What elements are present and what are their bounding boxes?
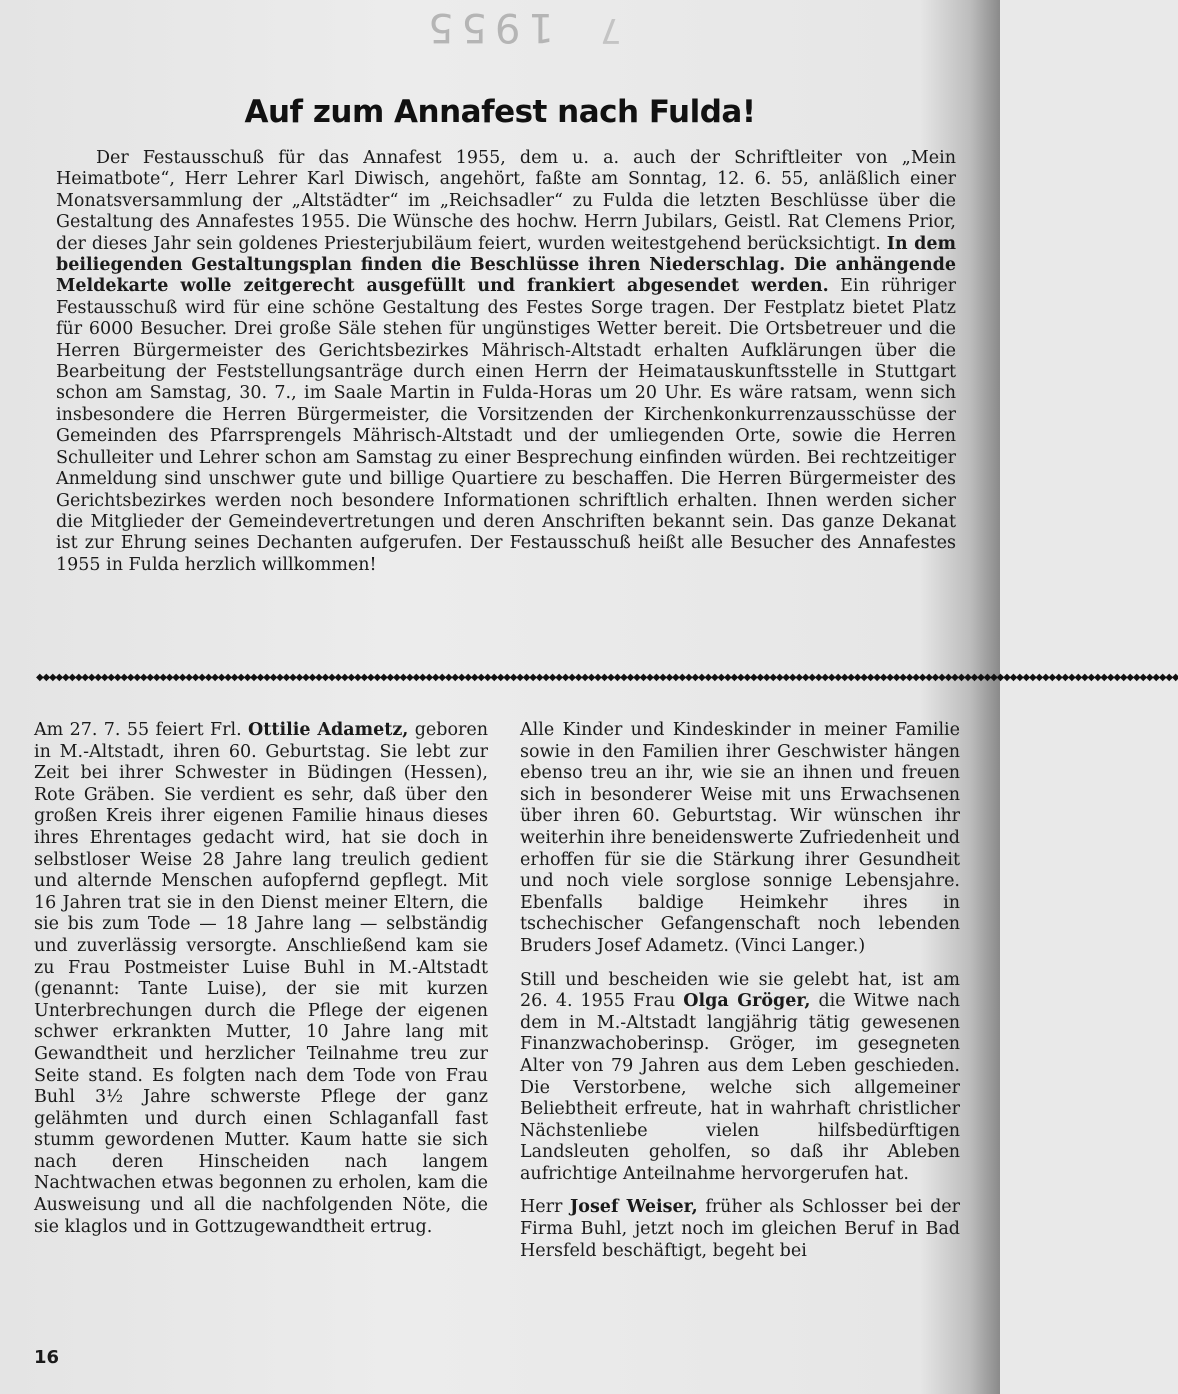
article-title: Auf zum Annafest nach Fulda!: [244, 94, 756, 130]
birthday-text-1: Am 27. 7. 55 feiert Frl.: [34, 720, 249, 740]
obituary-notice: [520, 970, 960, 1186]
stamp-mark: 7: [600, 10, 622, 50]
right-column: [520, 720, 960, 1262]
diamond-divider: ◆◆◆◆◆◆◆◆◆◆◆◆◆◆◆◆◆◆◆◆◆◆◆◆◆◆◆◆◆◆◆◆◆◆◆◆◆◆◆◆◆◆◆◆◆◆◆◆◆◆◆◆◆◆◆◆◆◆◆◆◆◆◆◆◆◆◆◆◆◆◆◆◆◆◆◆◆◆◆◆◆◆◆◆◆◆◆◆◆◆◆◆◆◆◆◆◆◆◆◆◆◆◆◆◆◆◆◆◆◆◆◆◆◆◆◆◆◆◆◆◆◆◆◆◆◆◆◆◆◆◆◆◆◆◆◆◆◆◆◆◆◆◆◆◆◆◆◆◆◆◆◆◆◆◆◆◆◆◆◆◆◆◆◆◆◆◆◆◆◆◆◆◆◆◆◆: [36, 672, 1178, 683]
birthday-text-2: geboren in M.-Altstadt, ihren 60. Geburtstag. Sie lebt zur Zeit bei ihrer Schwester in Büdingen (Hessen), Rote Gräben. Sie verdient es sehr, daß über den großen Kreis ihrer eigenen Familie hinaus dieses ihres Ehrentages gedacht wird, hat sie doch in selbstloser Weise 28 Jahre lang treulich gedient und alternde Menschen aufopfernd gepflegt. Mit 16 Jahren trat sie in den Dienst meiner Eltern, die sie bis zum Tode — 18 Jahre lang — selbständig und zuverlässig versorgte. Anschließend kam sie zu Frau Postmeister Luise Buhl in M.-Altstadt (genannt: Tante Luise), der sie mit kurzen Unterbrechungen durch die Pflege der eigenen schwer erkrankten Mutter, 10 Jahre lang mit Gewandtheit und herzlicher Teilnahme treu zur Seite stand. Es folgten nach dem Tode von Frau Buhl 3½ Jahre schwerste Pflege der ganz gelähmten und durch einen Schlaganfall fast stumm gewordenen Mutter. Kaum hatte sie sich nach deren Hinscheiden nach langem Nachtwachen etwas begonnen zu erholen, kam die Ausweisung und all die nachfolgenden Nöte, die sie klaglos und in Gottzugewandtheit ertrug.: [34, 720, 488, 1237]
birthday-person-name: Ottilie Adametz,: [248, 720, 409, 740]
obituary-text-2: die Witwe nach dem in M.-Altstadt langjährig tätig gewesenen Finanzwachoberinsp. Gröger, im gesegneten Alter von 79 Jahren aus dem Leben geschieden. Die Verstorbene, welche sich allgemeiner Beliebtheit erfreute, hat in wahrhaft christlicher Nächstenliebe vielen hilfsbedürftigen Landsleuten geholfen, so daß ihr Ableben aufrichtige Anteilnahme hervorgerufen hat.: [520, 991, 961, 1184]
obituary-text-1: Still und bescheiden wie sie gelebt hat, ist am 26. 4. 1955 Frau: [520, 969, 960, 1012]
page-number: 16: [34, 1347, 60, 1368]
intro-text-1: Der Festausschuß für das Annafest 1955, dem u. a. auch der Schriftleiter von „Mein Heimatbote“, Herr Lehrer Karl Diwisch, angehört, faßte am Sonntag, 12. 6. 55, anläßlich einer Monatsversammlung der „Altstädter“ im „Reichsadler“ zu Fulda die letzten Beschlüsse über die Gestaltung des Annafestes 1955. Die Wünsche des hochw. Herrn Jubilars, Geistl. Rat Clemens Prior, der dieses Jahr sein goldenes Priesterjubiläum feiert, wurden weitestgehend berücksichtigt.: [56, 148, 956, 254]
anniversary-person-name: Josef Weiser,: [570, 1197, 698, 1218]
birthday-notice: [34, 720, 488, 1238]
intro-text-2: Ein rühriger Festausschuß wird für eine schöne Gestaltung des Festes Sorge tragen. Der Festplatz bietet Platz für 6000 Besucher. Drei große Säle stehen für ungünstiges Wetter bereit. Die Ortsbetreuer und die Herren Bürgermeister des Gerichtsbezirkes Mährisch-Altstadt erhalten Aufklärungen über die Bearbeitung der Feststellungsanträge durch einen Herrn der Heimatauskunftsstelle in Stuttgart schon am Samstag, 30. 7., im Saale Martin in Fulda-Horas um 20 Uhr. Es wäre ratsam, wenn sich insbesondere die Herren Bürgermeister, die Vorsitzenden der Kirchenkonkurrenzausschüsse der Gemeinden des Pfarrsprengels Mährisch-Altstadt und der umliegenden Orte, sowie die Herren Schulleiter und Lehrer schon am Samstag zu einer Besprechung einfinden würden. Bei rechtzeitiger Anmeldung sind unschwer gute und billige Quartiere zu beschaffen. Die Herren Bürgermeister des Gerichtsbezirkes werden noch besondere Informationen schriftlich erhalten. Ihnen werden sicher die Mitglieder der Gemeindevertretungen und deren Anschriften bekannt sein. Das ganze Dekanat ist zur Ehrung seines Dechanten aufgerufen. Der Festausschuß heißt alle Besucher des Annafestes 1955 in Fulda herzlich willkommen!: [56, 276, 956, 575]
left-column: [34, 720, 488, 1238]
anniversary-text-1: Herr: [520, 1197, 570, 1218]
article-intro: [56, 148, 956, 576]
anniversary-notice: [520, 1197, 960, 1262]
intro-bold-text: In dem beiliegenden Gestaltungsplan finden die Beschlüsse ihren Niederschlag. Die anhängende Meldekarte wolle zeitgerecht ausgefüllt und frankiert abgesendet werden.: [56, 233, 957, 297]
obituary-person-name: Olga Gröger,: [683, 991, 811, 1012]
year-stamp: 1955: [420, 4, 554, 50]
birthday-wishes: Alle Kinder und Kindeskinder in meiner Familie sowie in den Familien ihrer Geschwister hängen ebenso treu an ihr, wie sie an ihnen und freuen sich in besonderer Weise mit uns Erwachsenen über ihren 60. Geburtstag. Wir wünschen ihr weiterhin ihre beneidenswerte Zufriedenheit und erhoffen für sie die Stärkung ihrer Gesundheit und noch viele sorglose sonnige Lebensjahre. Ebenfalls baldige Heimkehr ihres in tschechischer Gefangenschaft noch lebenden Bruders Josef Adametz. (Vinci Langer.): [520, 720, 960, 956]
anniversary-text-2: früher als Schlosser bei der Firma Buhl, jetzt noch im gleichen Beruf in Bad Hersfeld beschäftigt, begeht bei: [520, 1197, 960, 1261]
